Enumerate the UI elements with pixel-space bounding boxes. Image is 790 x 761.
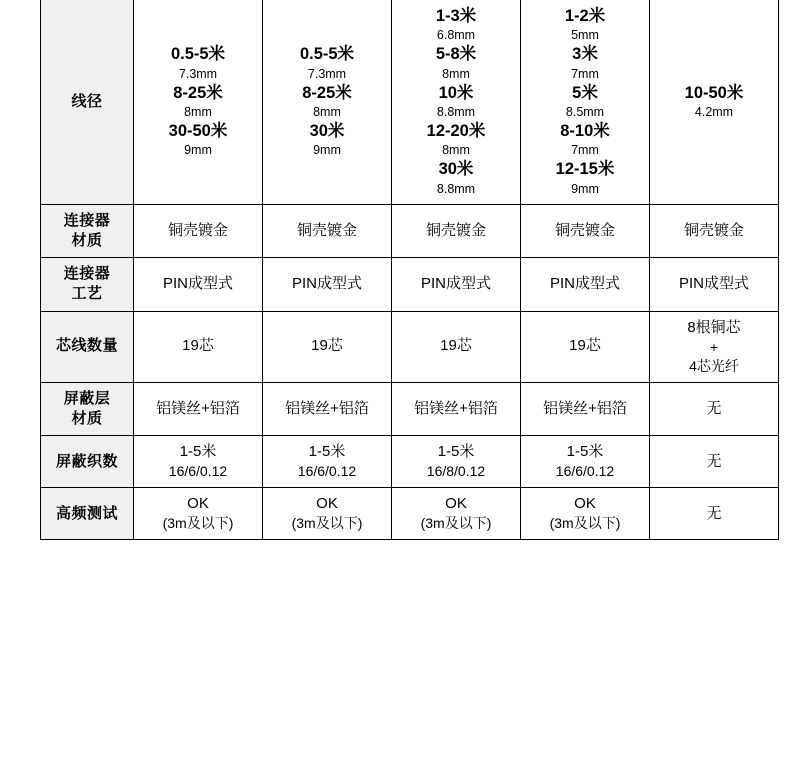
table-cell <box>134 0 263 204</box>
cable-length-spec: 10-50米 <box>684 83 744 102</box>
cable-length-spec: 8-25米 <box>173 83 223 102</box>
cable-length-spec: 30米 <box>438 160 474 179</box>
cell-line: PIN成型式 <box>162 275 233 293</box>
table-row <box>41 204 779 258</box>
cell-line: (3m及以下) <box>291 515 363 532</box>
cell-line: OK <box>316 495 338 513</box>
table-cell <box>650 204 779 258</box>
row-header <box>41 0 134 204</box>
table-cell <box>263 311 392 382</box>
cable-diameter-value: 8mm <box>184 105 212 120</box>
cable-length-spec: 0.5-5米 <box>299 45 355 64</box>
table-row <box>41 488 779 540</box>
cell-line: 19芯 <box>311 337 343 355</box>
cell-line: 4芯光纤 <box>689 357 739 374</box>
cell-line: (3m及以下) <box>549 515 621 532</box>
table-cell <box>263 204 392 258</box>
cell-line: 16/6/0.12 <box>297 463 357 480</box>
table-cell <box>521 311 650 382</box>
cell-line: 铜壳镀金 <box>425 221 486 239</box>
cell-line: 1-5米 <box>437 443 475 461</box>
cell-line: 无 <box>706 504 722 522</box>
table-cell <box>392 258 521 312</box>
cable-diameter-value: 9mm <box>184 143 212 158</box>
table-cell <box>650 0 779 204</box>
cable-diameter-value: 7mm <box>571 143 599 158</box>
table-cell <box>650 258 779 312</box>
table-cell <box>134 488 263 540</box>
cell-line: PIN成型式 <box>420 275 491 293</box>
table-cell <box>521 436 650 488</box>
cell-line: 16/6/0.12 <box>168 463 228 480</box>
cell-line: 铜壳镀金 <box>296 221 357 239</box>
row-header-line: 屏蔽层 <box>63 389 111 407</box>
cell-line: 铜壳镀金 <box>554 221 615 239</box>
table-row <box>41 258 779 312</box>
cell-line: (3m及以下) <box>162 515 234 532</box>
row-header-line: 连接器 <box>63 211 111 229</box>
table-cell <box>134 311 263 382</box>
table-row <box>41 382 779 436</box>
cell-line: PIN成型式 <box>549 275 620 293</box>
cable-length-spec: 10米 <box>438 83 474 102</box>
row-header <box>41 204 134 258</box>
row-header <box>41 258 134 312</box>
table-cell <box>392 311 521 382</box>
cable-diameter-value: 4.2mm <box>694 105 734 120</box>
row-header <box>41 311 134 382</box>
cable-diameter-value: 7.3mm <box>178 66 218 81</box>
table-cell <box>650 436 779 488</box>
table-cell <box>134 436 263 488</box>
cable-diameter-value: 5mm <box>571 28 599 43</box>
table-cell <box>521 204 650 258</box>
table-cell <box>650 311 779 382</box>
cable-diameter-value: 8mm <box>313 105 341 120</box>
cable-length-spec: 5米 <box>572 83 598 102</box>
cable-diameter-value: 9mm <box>571 181 599 196</box>
cable-length-spec: 3米 <box>572 45 598 64</box>
table-cell <box>392 436 521 488</box>
table-cell <box>650 382 779 436</box>
cell-line: 无 <box>706 452 722 470</box>
cable-length-spec: 5-8米 <box>435 45 477 64</box>
cable-diameter-value: 8.8mm <box>436 105 476 120</box>
cell-line: 无 <box>706 399 722 417</box>
cable-length-spec: 30-50米 <box>168 121 228 140</box>
cell-line: 19芯 <box>182 337 214 355</box>
cable-diameter-value: 8mm <box>442 143 470 158</box>
cell-line: 16/8/0.12 <box>426 463 486 480</box>
table-cell <box>263 258 392 312</box>
table-cell <box>134 204 263 258</box>
table-row <box>41 0 779 204</box>
cell-line: 16/6/0.12 <box>555 463 615 480</box>
cell-line: (3m及以下) <box>420 515 492 532</box>
cable-diameter-value: 8.8mm <box>436 181 476 196</box>
cell-line: PIN成型式 <box>678 275 749 293</box>
specification-table <box>40 0 779 540</box>
cable-length-spec: 12-20米 <box>426 121 486 140</box>
row-header-line: 材质 <box>71 231 103 249</box>
row-header-line: 材质 <box>71 409 103 427</box>
cell-line: 铝镁丝+铝箔 <box>156 399 240 417</box>
table-row <box>41 311 779 382</box>
table-cell <box>521 382 650 436</box>
cable-diameter-value: 7mm <box>571 66 599 81</box>
cell-line: OK <box>445 495 467 513</box>
cell-line: 铝镁丝+铝箔 <box>285 399 369 417</box>
table-cell <box>392 488 521 540</box>
cable-length-spec: 0.5-5米 <box>170 45 226 64</box>
row-header <box>41 382 134 436</box>
table-cell <box>263 436 392 488</box>
cable-diameter-value: 8.5mm <box>565 105 605 120</box>
table-cell <box>392 0 521 204</box>
cell-line: 铝镁丝+铝箔 <box>414 399 498 417</box>
cell-line: 铜壳镀金 <box>683 221 744 239</box>
table-row <box>41 436 779 488</box>
cable-diameter-value: 6.8mm <box>436 28 476 43</box>
cable-diameter-value: 9mm <box>313 143 341 158</box>
cable-length-spec: 1-3米 <box>435 7 477 25</box>
cable-length-spec: 30米 <box>309 121 345 140</box>
table-cell <box>521 488 650 540</box>
cable-length-spec: 1-2米 <box>564 7 606 25</box>
cell-line: OK <box>574 495 596 513</box>
row-header-line: 工艺 <box>71 285 103 303</box>
cell-line: 1-5米 <box>308 443 346 461</box>
row-header-line: 屏蔽织数 <box>55 452 118 470</box>
table-cell <box>392 204 521 258</box>
cable-diameter-value: 7.3mm <box>307 66 347 81</box>
row-header-line: 芯线数量 <box>55 337 118 355</box>
cell-line: 1-5米 <box>566 443 604 461</box>
cable-length-spec: 8-25米 <box>302 83 352 102</box>
table-cell <box>650 488 779 540</box>
cable-length-spec: 12-15米 <box>555 160 615 179</box>
cell-line: PIN成型式 <box>291 275 362 293</box>
cell-line: 8根铜芯 <box>687 318 741 336</box>
cable-diameter-value: 8mm <box>442 66 470 81</box>
row-header-line: 连接器 <box>63 265 111 283</box>
table-cell <box>134 258 263 312</box>
cell-line: 1-5米 <box>179 443 217 461</box>
cell-line: + <box>709 338 719 355</box>
bottom-spacer <box>0 540 790 584</box>
table-cell <box>263 488 392 540</box>
table-cell <box>521 0 650 204</box>
table-body <box>41 0 779 540</box>
cell-line: 铜壳镀金 <box>167 221 228 239</box>
cable-length-spec: 8-10米 <box>560 121 610 140</box>
table-cell <box>134 382 263 436</box>
cell-line: 19芯 <box>569 337 601 355</box>
table-cell <box>392 382 521 436</box>
row-header <box>41 488 134 540</box>
table-cell <box>263 0 392 204</box>
cell-line: OK <box>187 495 209 513</box>
row-header-line: 高频测试 <box>55 504 118 522</box>
row-header <box>41 436 134 488</box>
table-cell <box>263 382 392 436</box>
row-header-line: 线径 <box>71 92 103 110</box>
cell-line: 铝镁丝+铝箔 <box>543 399 627 417</box>
cell-line: 19芯 <box>440 337 472 355</box>
table-cell <box>521 258 650 312</box>
